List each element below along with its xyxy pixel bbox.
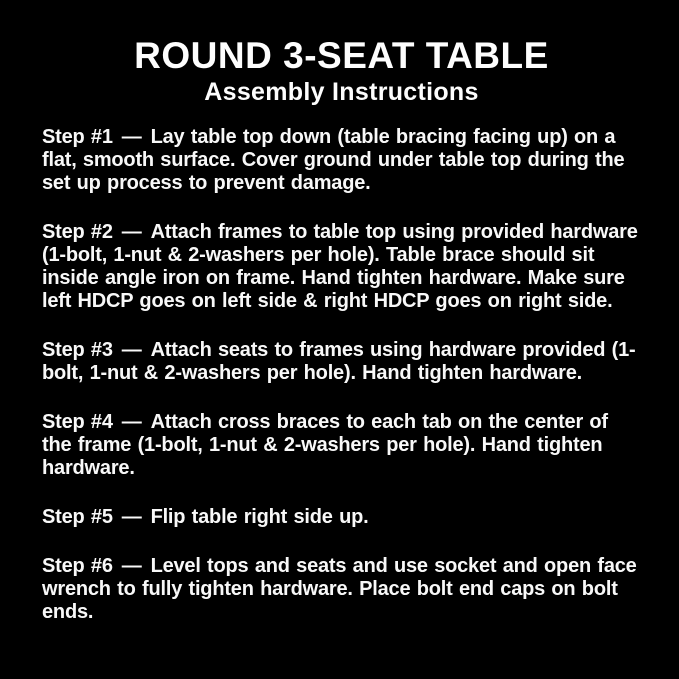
step-paragraph — [42, 506, 641, 529]
step-text: Level tops and seats and use socket and open face wrench to fully tighten hardware. Place bolt end caps on bolt ends. — [42, 555, 637, 624]
step-text: Flip table right side up. — [150, 506, 369, 529]
step-label: Step #3 — [42, 339, 113, 362]
step-label: Step #4 — [42, 411, 113, 434]
step-text: Lay table top down (table bracing facing up) on a flat, smooth surface. Cover ground under table top during the set up process to prevent damage. — [42, 126, 625, 195]
step-paragraph — [42, 555, 641, 624]
step-label: Step #6 — [42, 555, 113, 578]
step-paragraph — [42, 126, 641, 195]
step-paragraph — [42, 339, 641, 385]
step-paragraph — [42, 221, 641, 313]
page-subtitle: Assembly Instructions — [204, 77, 479, 106]
step-label: Step #5 — [42, 506, 113, 529]
page-title: ROUND 3-SEAT TABLE — [134, 35, 549, 76]
step-separator: — — [121, 221, 142, 244]
step-text: Attach seats to frames using hardware provided (1-bolt, 1-nut & 2-washers per hole). Hand tighten hardware. — [42, 339, 636, 385]
step-separator: — — [121, 555, 142, 578]
step-separator: — — [121, 411, 142, 434]
step-label: Step #2 — [42, 221, 113, 244]
step-paragraph — [42, 411, 641, 480]
steps-list — [42, 126, 641, 624]
step-separator: — — [121, 506, 142, 529]
step-separator: — — [121, 126, 142, 149]
step-text: Attach cross braces to each tab on the center of the frame (1-bolt, 1-nut & 2-washers per hole). Hand tighten hardware. — [42, 411, 608, 480]
step-separator: — — [121, 339, 142, 362]
step-text: Attach frames to table top using provided hardware (1-bolt, 1-nut & 2-washers per hole). Table brace should sit inside angle iron on frame. Hand tighten hardware. Make sure left HDCP goes on left side & right HDCP goes on right side. — [42, 221, 638, 313]
step-label: Step #1 — [42, 126, 113, 149]
